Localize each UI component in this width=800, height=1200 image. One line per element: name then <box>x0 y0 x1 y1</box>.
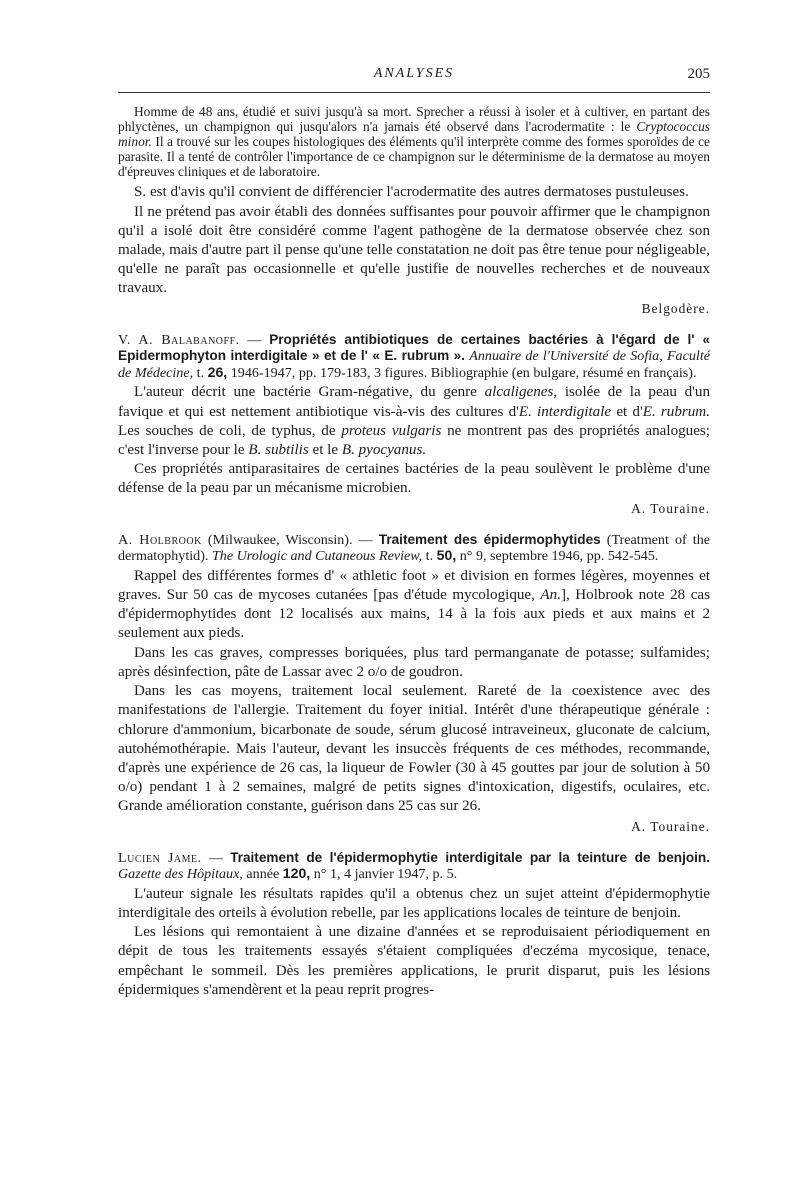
review4-title: Traitement de l'épidermophytie interdigitale par la teinture de benjoin. <box>230 849 711 865</box>
running-title: ANALYSES <box>373 66 455 81</box>
review3-author: A. Holbrook <box>118 531 202 548</box>
review2-paragraph-1: L'auteur décrit une bactérie Gram-négative, du genre alcaligenes, isolée de la peau d'un favique et qui est nettement antibiotique vis-à-vis des cultures d'E. interdigitale et d'E. rubrum. Les souches de coli, de typhus, de proteus vulgaris ne montrent pas des propriétés analogues; c'est l'inverse pour le B. subtilis et le B. pyocyanus. <box>118 384 710 459</box>
review4-paragraph-1: L'auteur signale les résultats rapides qu'il a obtenus chez un sujet atteint d'épidermophytie interdigitale des orteils à évolution rebelle, par les applications locales de teinture de benjoin. <box>118 885 710 921</box>
review3-paragraph-1: Rappel des différentes formes d' « athletic foot » et division en formes légères, moyennes et graves. Sur 50 cas de mycoses cutanées [pas d'étude mycologique, An.], Holbrook note 28 cas d'épidermophytides dont 12 localisés aux mains, 14 à la fois aux pieds et aux mains et 2 seulement aux pieds. <box>118 567 710 642</box>
review3-heading: A. Holbrook (Milwaukee, Wisconsin). — Traitement des épidermophytides (Treatment of the dermatophytid). The Urologic and Cutaneous Review, t. 50, n° 9, septembre 1946, pp. 542-545. <box>118 531 711 565</box>
review2-signature: A. Touraine. <box>631 500 710 516</box>
review2-author: V. A. Balabanoff. <box>118 331 240 348</box>
review3-journal: The Urologic and Cutaneous Review, <box>211 548 423 565</box>
review4-author: Lucien Jame. <box>118 849 202 866</box>
review1-signature: Belgodère. <box>641 300 710 316</box>
review2-journal: Annuaire de l'Université de Sofia, Faculté de Médecine, <box>118 348 710 381</box>
review3-paragraph-2: Dans les cas graves, compresses boriquées, plus tard permanganate de potasse; sulfamides; après désinfection, pâte de Lassar avec 2 o/o de goudron. <box>118 644 710 680</box>
review3-signature: A. Touraine. <box>631 818 710 834</box>
review1-paragraph-3: Il ne prétend pas avoir établi des données suffisantes pour pouvoir affirmer que le champignon qu'il a isolé doit être considéré comme l'agent pathogène de la dermatose observée chez son malade, mais d'autre part il pense qu'une telle constatation ne doit pas être tenue pour négligeable, qu'elle ne paraît pas occasionnelle et qu'elle justifie de nouvelles recherches et de nouveaux travaux. <box>118 203 710 297</box>
review1-paragraph-2: S. est d'avis qu'il convient de différencier l'acrodermatite des autres dermatoses pustuleuses. <box>134 184 689 201</box>
review2-title: Propriétés antibiotiques de certaines bactéries à l'égard de l' « Epidermophyton interdigitale » et de l' « E. rubrum ». <box>118 331 711 364</box>
body-text <box>118 104 710 1000</box>
review4-paragraph-2: Les lésions qui remontaient à une dizaine d'années et se reproduisaient périodiquement en dépit de tous les traitements essayés s'étaient compliquées d'eczéma mycosique, tenace, empêchant le sommeil. Dès les premières applications, le prurit disparut, puis les lésions épidermiques s'amendèrent et la peau reprit progres- <box>118 924 710 998</box>
review4-journal: Gazette des Hôpitaux, <box>118 866 243 883</box>
review2-paragraph-2: Ces propriétés antiparasitaires de certaines bactéries de la peau soulèvent le problème d'une défense de la peau par un mécanisme microbien. <box>118 461 710 497</box>
review2-heading: V. A. Balabanoff. — Propriétés antibiotiques de certaines bactéries à l'égard de l' « Epidermophyton interdigitale » et de l' « E. rubrum ». Annuaire de l'Université de Sofia, Faculté de Médecine, t. 26, 1946-1947, pp. 179-183, 3 figures. Bibliographie (en bulgare, résumé en français). <box>118 331 711 381</box>
review1-paragraph-1: Homme de 48 ans, étudié et suivi jusqu'à sa mort. Sprecher a réussi à isoler et à cultiver, en partant des phlyctènes, un champignon qui jusqu'alors n'a jamais été observé dans l'acrodermatite : le Cryptococcus minor. Il a trouvé sur les coupes histologiques des éléments qu'il interprète comme des formes sporoïdes de ce parasite. Il a tenté de contrôler l'importance de ce champignon sur le déterminisme de la dermatose au moyen d'épreuves cliniques et de laboratoire. <box>118 104 710 180</box>
running-header <box>118 62 710 93</box>
review3-title: Traitement des épidermophytides <box>378 531 601 547</box>
page-number: 205 <box>687 66 710 82</box>
review3-paragraph-3: Dans les cas moyens, traitement local seulement. Rareté de la coexistence avec des manifestations de l'allergie. Traitement du foyer initial. Intérêt d'une thérapeutique générale : chlorure d'ammonium, bicarbonate de soude, sérum glucosé intraveineux, gluconate de calcium, autohémothérapie. Mais l'auteur, devant les insuccès fréquents de ces méthodes, recommande, d'après une expérience de 26 cas, la liqueur de Fowler (30 à 45 gouttes par jour de solution à 50 o/o) pendant 1 à 2 semaines, malgré de petits signes d'intoxication, digestifs, oculaires, etc. Grande amélioration constante, guérison dans 25 cas sur 26. <box>118 683 710 815</box>
review4-heading: Lucien Jame. — Traitement de l'épidermophytie interdigitale par la teinture de benjoin. Gazette des Hôpitaux, année 120, n° 1, 4 janvier 1947, p. 5. <box>118 849 711 883</box>
